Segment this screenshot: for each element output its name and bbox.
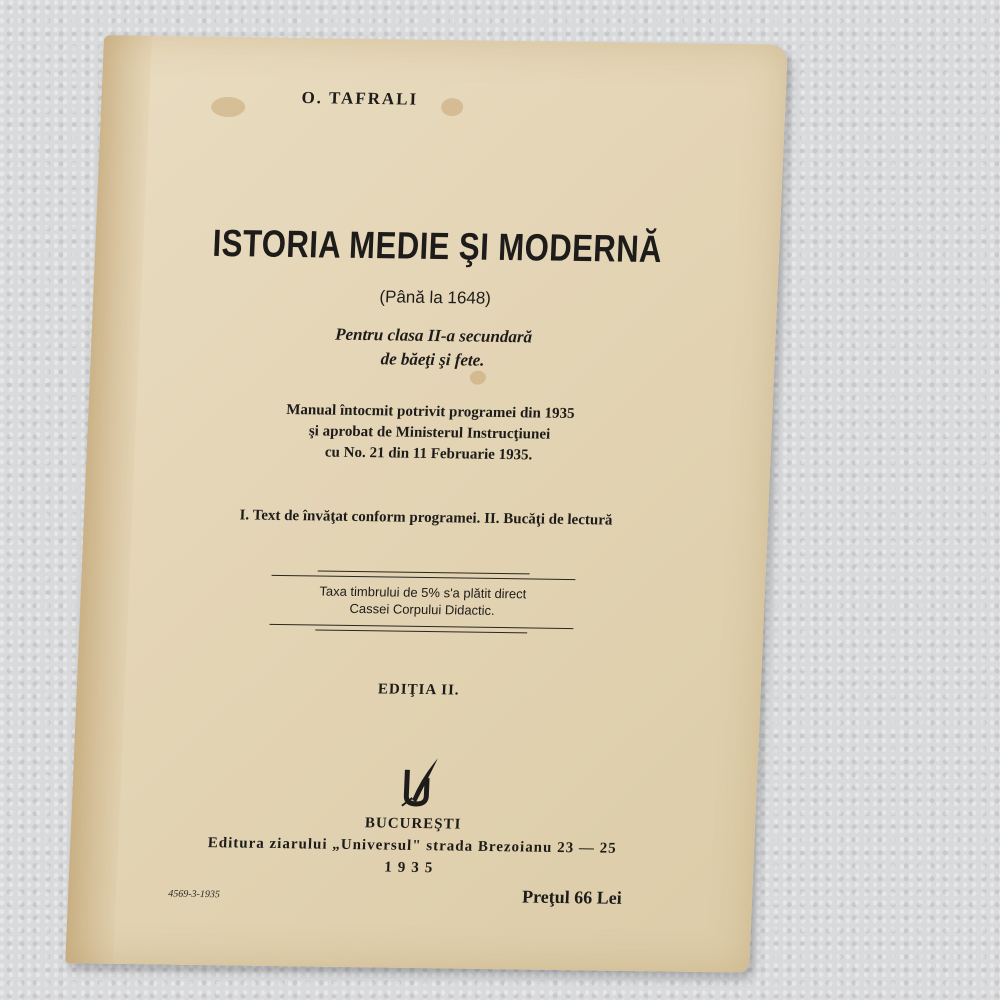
- price-label: Preţul 66 Lei: [521, 886, 623, 908]
- book-subtitle: (Până la 1648): [379, 287, 492, 308]
- purpose-line: Pentru clasa II-a secundară: [334, 324, 533, 347]
- manual-line: cu No. 21 din 11 Februarie 1935.: [324, 444, 533, 464]
- quill-letter-u-icon: [398, 756, 440, 809]
- contents-line: I. Text de învăţat conform programei. II. Bucăţi de lectură: [239, 507, 613, 529]
- book-title: ISTORIA MEDIE ŞI MODERNĂ: [211, 222, 663, 272]
- author-name: O. TAFRALI: [301, 88, 419, 109]
- publisher-info: Editura ziarului „Universul" strada Brezoianu 23 — 25: [207, 835, 617, 857]
- tax-line: Cassei Corpului Didactic.: [349, 600, 496, 618]
- divider: [269, 624, 573, 629]
- manual-line: şi aprobat de Ministerul Instrucţiunei: [308, 423, 551, 443]
- divider: [315, 629, 527, 633]
- tax-line: Taxa timbrului de 5% s'a plătit direct: [319, 583, 527, 602]
- purpose-line: de băeţi şi fete.: [380, 349, 485, 370]
- print-code: 4569-3-1935: [167, 888, 221, 901]
- tax-notice: [270, 570, 576, 620]
- manual-line: Manual întocmit potrivit programei din 1935: [285, 401, 575, 422]
- purpose-text: [90, 319, 776, 377]
- stain: [441, 98, 464, 116]
- manual-approval-text: [86, 397, 772, 470]
- edition-label: EDIŢIA II.: [377, 681, 460, 699]
- book-cover: [65, 35, 788, 972]
- publisher-city: BUCUREŞTI: [364, 815, 462, 833]
- stain: [211, 97, 246, 117]
- publication-year: 1935: [383, 859, 439, 877]
